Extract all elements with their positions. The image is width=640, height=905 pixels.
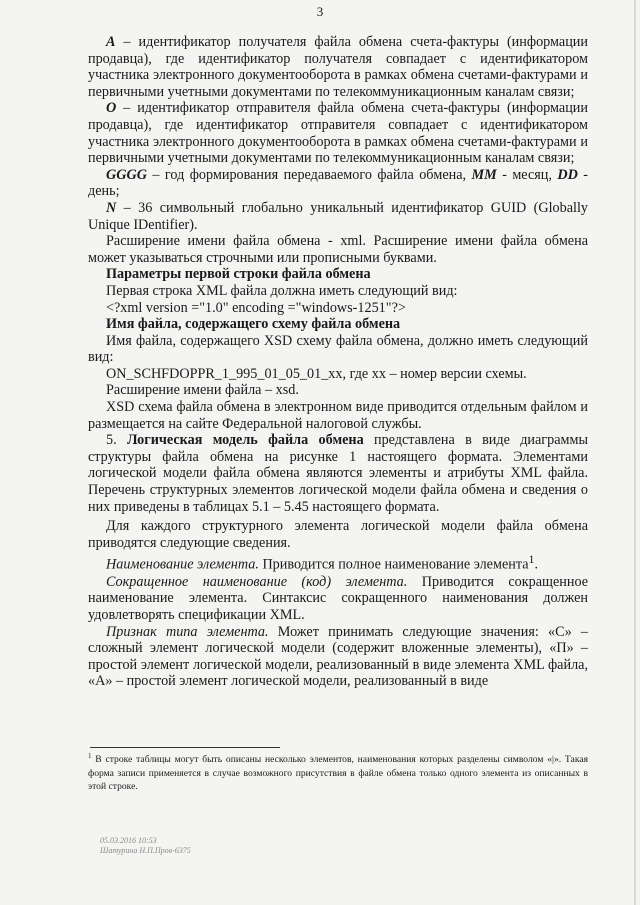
element-type-label: Признак типа элемента. bbox=[106, 623, 269, 640]
element-name-end: . bbox=[534, 557, 538, 574]
element-name-text: Приводится полное наименование элемента bbox=[258, 557, 529, 574]
footnote-text: В строке таблицы могут быть описаны несколько элементов, наименования которых разделены символом «|». Такая форма записи применяется в случае возможного присутствия в файле обмена только одного элемента из описанных в этой строке. bbox=[88, 754, 588, 792]
footnote-ref: 1 bbox=[528, 552, 535, 567]
scan-edge-line bbox=[634, 0, 636, 905]
xml-declaration: <?xml version ="1.0" encoding ="windows-1251"?> bbox=[106, 299, 406, 316]
paragraph-section-5 bbox=[88, 432, 588, 515]
gggg-label: GGGG bbox=[106, 166, 147, 183]
dd-label: DD bbox=[557, 166, 578, 183]
stamp-date: 05.03.2016 10:53 bbox=[100, 836, 157, 845]
paragraph-sender-id bbox=[88, 100, 588, 166]
mm-text: - месяц, bbox=[496, 166, 558, 183]
section-number: 5. bbox=[106, 432, 127, 449]
letter-n: N bbox=[106, 199, 117, 216]
footnote-mark: 1 bbox=[88, 752, 92, 760]
paragraph-receiver-id bbox=[88, 34, 588, 100]
heading-schema-file: Имя файла, содержащего схему файла обмена bbox=[106, 316, 401, 333]
paragraph-element-type bbox=[88, 624, 588, 690]
section-5-title: Логическая модель файла обмена bbox=[126, 432, 364, 449]
body-text bbox=[88, 34, 588, 690]
gggg-text: – год формирования передаваемого файла обмена, bbox=[146, 166, 472, 183]
stamp-author: Шатурина Н.П.Пров-6375 bbox=[100, 846, 191, 855]
footnote-separator bbox=[90, 747, 280, 748]
receiver-id-text: – идентификатор получателя файла обмена счета-фактуры (информации продавца), где идентификатор получателя совпадает с идентификатором участника электронного документооборота в рамках обмена счетами-фактурами и первичными учетными документами по телекоммуникационным каналам связи; bbox=[88, 34, 588, 100]
short-name-label: Сокращенное наименование (код) элемента. bbox=[106, 573, 408, 590]
paragraph-each-element: Для каждого структурного элемента логической модели файла обмена приводятся следующие сведения. bbox=[88, 518, 588, 551]
print-stamp bbox=[100, 836, 191, 856]
letter-o: О bbox=[106, 100, 117, 117]
paragraph-element-name bbox=[88, 551, 588, 573]
sender-id-text: – идентификатор отправителя файла обмена счета-фактуры (информации продавца), где идентификатор отправителя совпадает с идентификатором участника электронного документооборота в рамках обмена счетами-фактурами и первичными учетными документами по телекоммуникационным каналам связи; bbox=[88, 100, 588, 167]
paragraph-short-name bbox=[88, 574, 588, 624]
element-type-text: Может принимать следующие значения: «С» – сложный элемент логической модели (содержит вложенные элементы), «П» – простой элемент логической модели, реализованный в виде элемента XML файла, «А» – простой элемент логической модели, реализованный в виде bbox=[88, 623, 588, 690]
footnote bbox=[88, 750, 588, 793]
schema-file-name: ON_SCHFDOPPR_1_995_01_05_01_xx, где хх – номер версии схемы. bbox=[106, 365, 527, 382]
mm-label: ММ bbox=[471, 166, 497, 183]
paragraph-guid bbox=[88, 200, 588, 233]
element-name-label: Наименование элемента. bbox=[106, 557, 259, 574]
paragraph-date-parts bbox=[88, 167, 588, 200]
guid-text: – 36 символьный глобально уникальный идентификатор GUID (Globally Unique IDentifier). bbox=[88, 199, 588, 233]
paragraph-xsd-publication: XSD схема файла обмена в электронном виде приводится отдельным файлом и размещается на сайте Федеральной налоговой службы. bbox=[88, 399, 588, 432]
paragraph-first-line: Первая строка XML файла должна иметь следующий вид: bbox=[106, 282, 458, 299]
dd-text: - день; bbox=[88, 166, 588, 200]
short-name-text: Приводится сокращенное наименование элемента. Синтаксис сокращенного наименования должен удовлетворять спецификации XML. bbox=[88, 573, 589, 623]
letter-a: А bbox=[106, 34, 116, 50]
page-number: 3 bbox=[316, 4, 324, 19]
section-5-text: представлена в виде диаграммы структуры файла обмена на рисунке 1 настоящего формата. Элементами логической модели файла обмена являются элементы и атрибуты XML файла. Перечень структурных элементов логической модели файла обмена и сведения о них приведены в таблицах 5.1 – 5.45 настоящего формата. bbox=[88, 432, 589, 515]
paragraph-xsd-extension: Расширение имени файла – xsd. bbox=[106, 382, 299, 399]
paragraph-schema-name: Имя файла, содержащего XSD схему файла обмена, должно иметь следующий вид: bbox=[88, 332, 588, 366]
heading-first-line-params: Параметры первой строки файла обмена bbox=[106, 266, 371, 283]
paragraph-extension: Расширение имени файла обмена - xml. Расширение имени файла обмена может указываться строчными или прописными буквами. bbox=[88, 233, 588, 266]
